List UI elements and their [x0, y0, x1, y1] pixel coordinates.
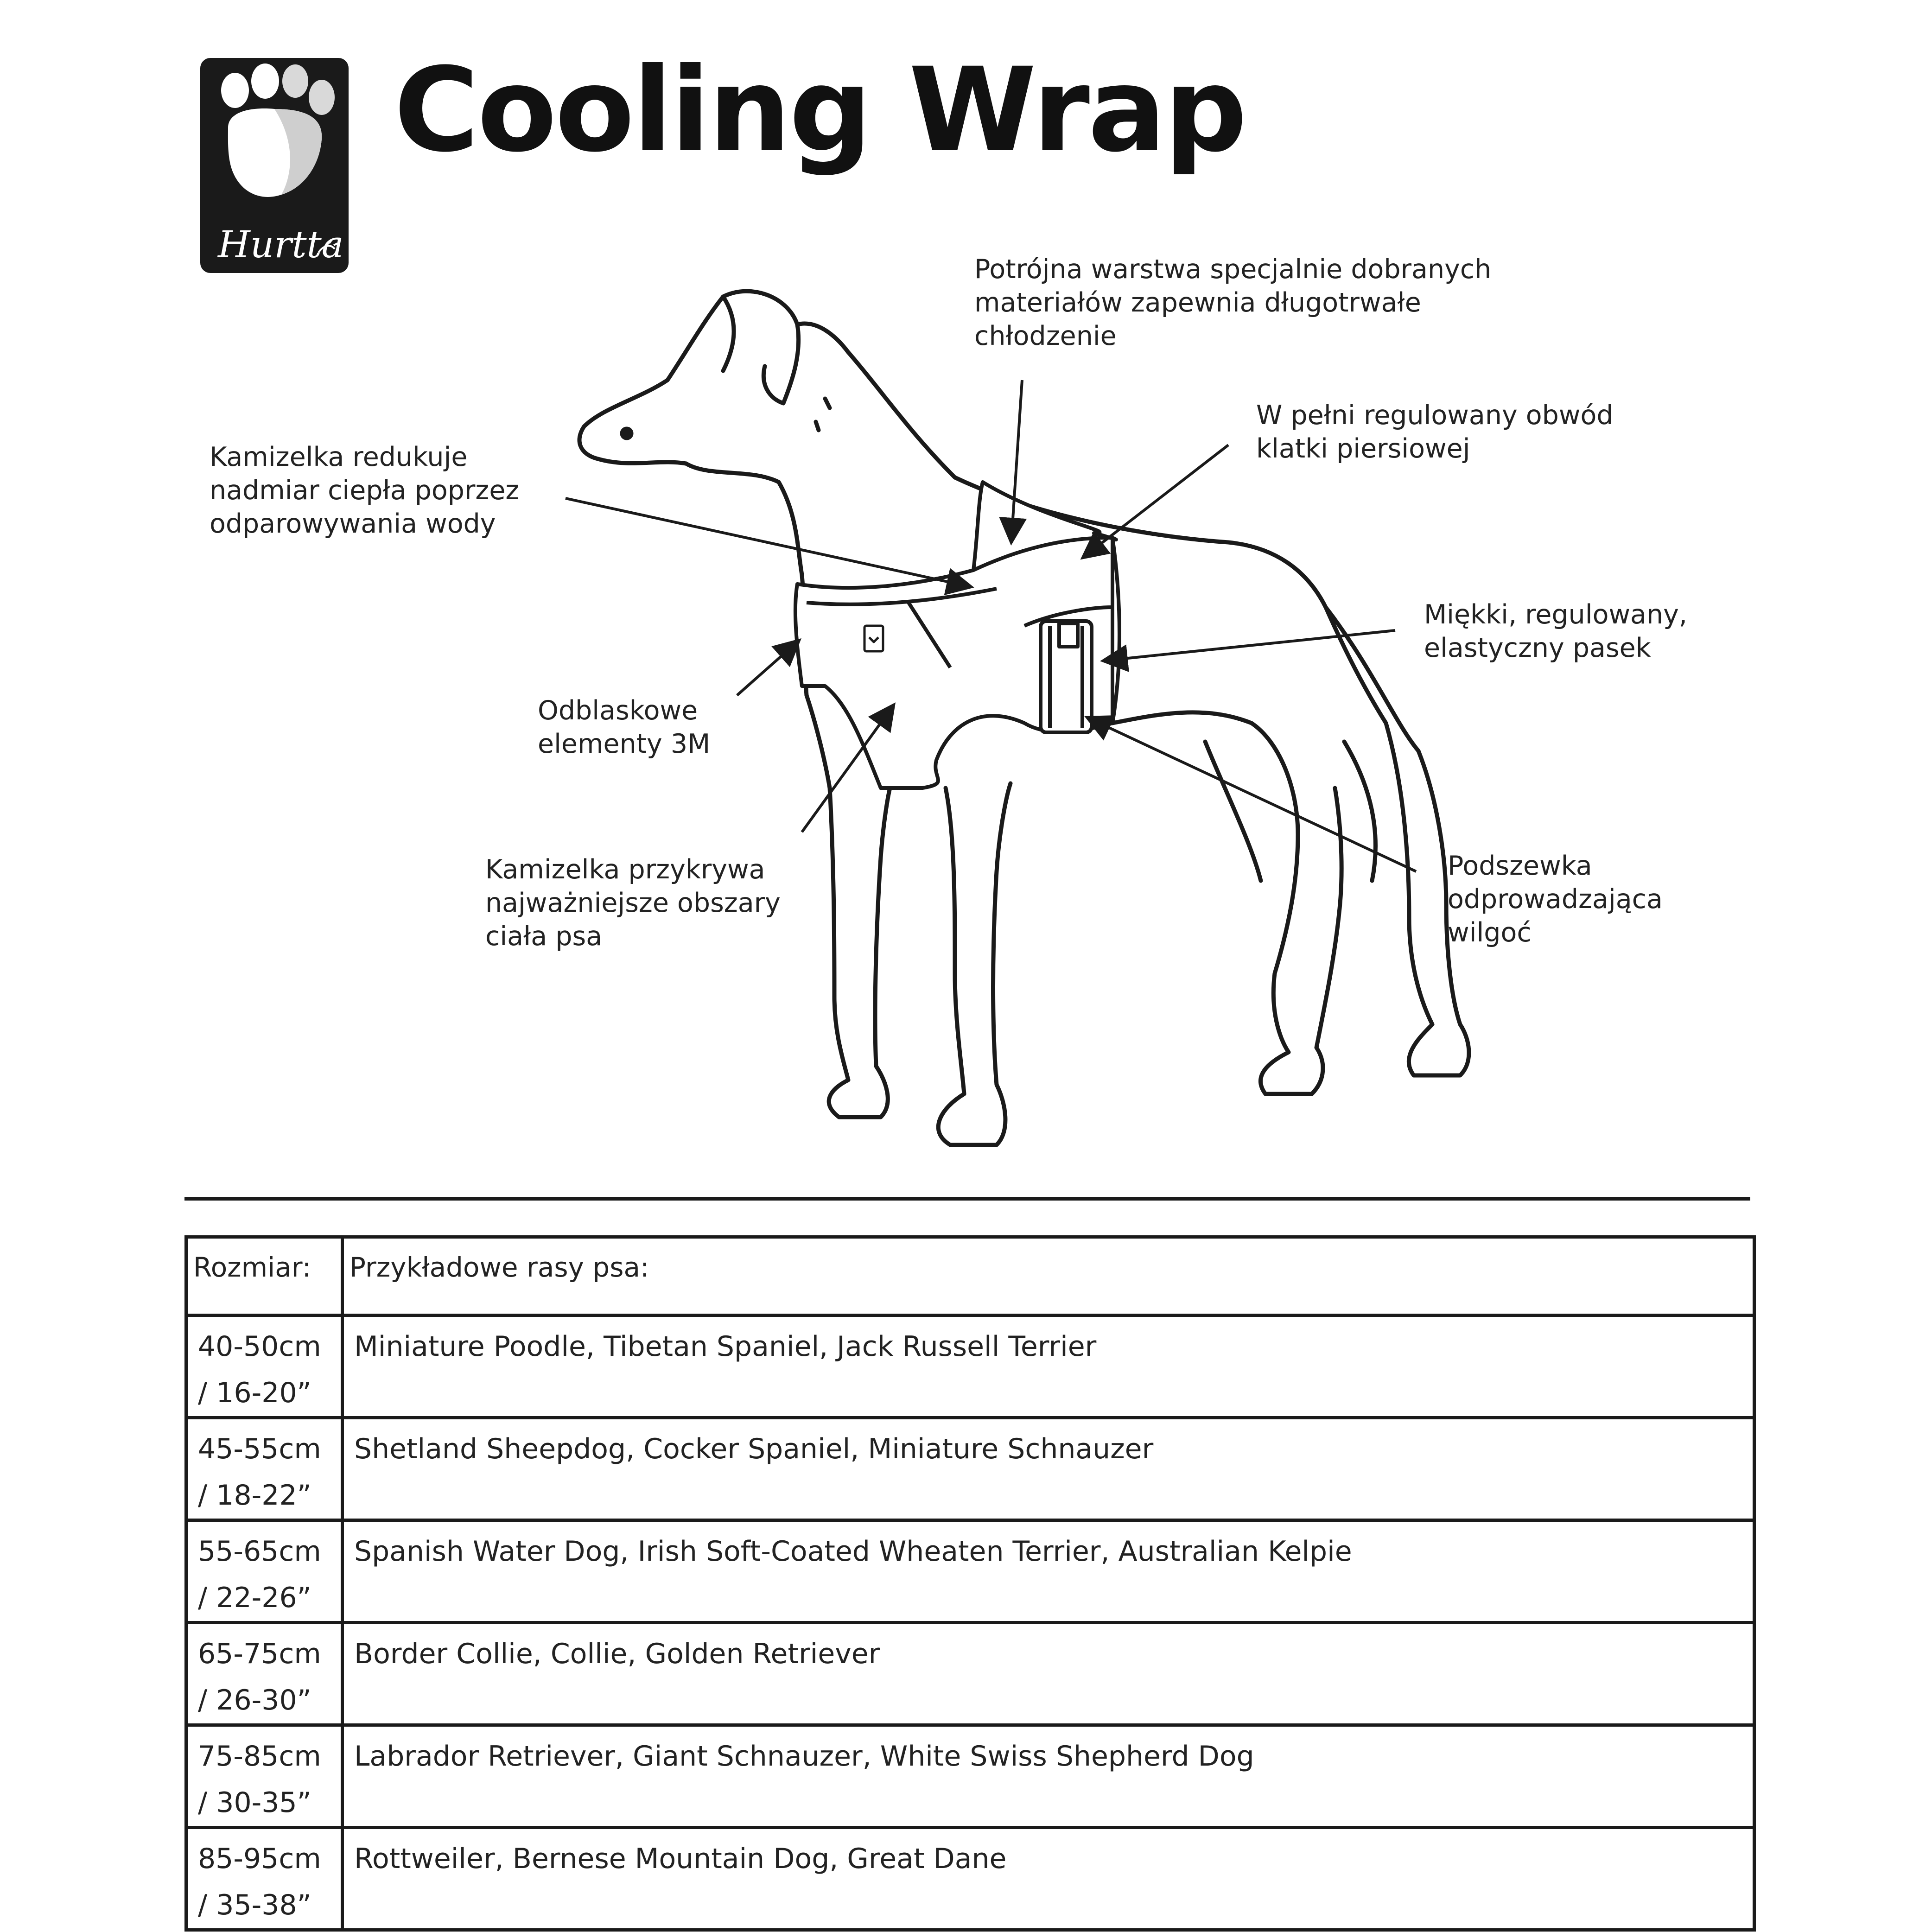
callout-heat-reduction: Kamizelka redukuje nadmiar ciepła poprzez odparowywania wody: [210, 442, 520, 539]
cooling-vest: [795, 482, 1119, 788]
callout-lining: Podszewka odprowadzająca wilgoć: [1448, 851, 1663, 948]
size-cell: 40-50cm / 16-20”: [186, 1316, 343, 1418]
size-cell: 65-75cm / 26-30”: [186, 1623, 343, 1725]
svg-text:Hurtta: Hurtta: [218, 223, 344, 266]
size-cell: 55-65cm / 22-26”: [186, 1520, 343, 1623]
table-row: [186, 1316, 1754, 1418]
table-row: [186, 1418, 1754, 1520]
size-cell: 85-95cm / 35-38”: [186, 1828, 343, 1930]
brand-logo: [200, 58, 349, 273]
header-breeds: Przykładowe rasy psa:: [343, 1237, 1754, 1316]
size-cell: 45-55cm / 18-22”: [186, 1418, 343, 1520]
breeds-cell: Miniature Poodle, Tibetan Spaniel, Jack Russell Terrier: [343, 1316, 1754, 1418]
callout-elastic-strap: Miękki, regulowany, elastyczny pasek: [1424, 599, 1687, 663]
header-size: Rozmiar:: [186, 1237, 343, 1316]
table-row: [186, 1623, 1754, 1725]
breeds-cell: Spanish Water Dog, Irish Soft-Coated Wheaten Terrier, Australian Kelpie: [343, 1520, 1754, 1623]
table-header-row: [186, 1237, 1754, 1316]
size-table: [184, 1235, 1756, 1932]
breeds-cell: Rottweiler, Bernese Mountain Dog, Great Dane: [343, 1828, 1754, 1930]
callout-triple-layer: Potrójna warstwa specjalnie dobranych materiałów zapewnia długotrwałe chłodzenie: [974, 254, 1492, 351]
breeds-cell: Border Collie, Collie, Golden Retriever: [343, 1623, 1754, 1725]
table-row: [186, 1725, 1754, 1828]
callout-coverage: Kamizelka przykrywa najważniejsze obszary ciała psa: [485, 854, 781, 952]
callout-chest-adjust: W pełni regulowany obwód klatki piersiowej: [1256, 400, 1614, 464]
section-divider: [184, 1197, 1750, 1201]
page-title: Cooling Wrap: [394, 43, 1246, 178]
brand-wordmark: [200, 58, 349, 273]
size-cell: 75-85cm / 30-35”: [186, 1725, 343, 1828]
table-row: [186, 1520, 1754, 1623]
breeds-cell: Labrador Retriever, Giant Schnauzer, White Swiss Shepherd Dog: [343, 1725, 1754, 1828]
breeds-cell: Shetland Sheepdog, Cocker Spaniel, Miniature Schnauzer: [343, 1418, 1754, 1520]
callout-reflective: Odblaskowe elementy 3M: [538, 695, 711, 759]
table-row: [186, 1828, 1754, 1930]
